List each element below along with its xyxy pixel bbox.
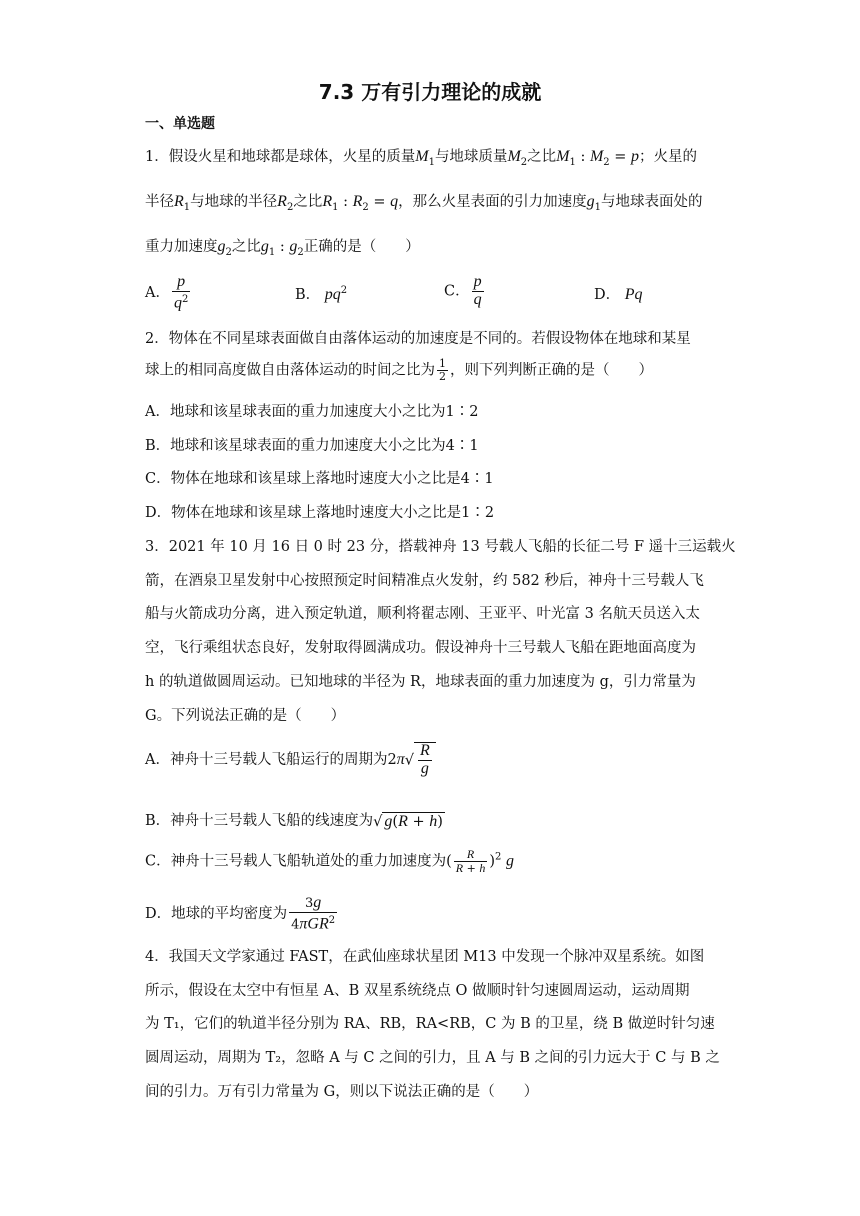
q1-line-2: 半径$R_1$与地球的半径$R_2$之比$R_1$ : $R_2 = q$，那么火星表面的引力加速度$g_1$与地球表面处的 (145, 193, 703, 213)
q2-line-1: 2．物体在不同星球表面做自由落体运动的加速度是不同的。若假设物体在地球和某星 (145, 331, 691, 347)
q3-option-c[interactable]: C．神舟十三号载人飞船轨道处的重力加速度为( $\frac{R}{R + h}$ )$^2$ g (145, 847, 514, 875)
q1-line-3: 重力加速度$g_2$之比$g_1$ : $g_2$正确的是（ ） (145, 238, 420, 258)
section-heading: 一、单选题 (145, 116, 215, 132)
q1-option-b[interactable]: B． $pq^2$ (295, 285, 348, 303)
q3-line-1: 3．2021 年 10 月 16 日 0 时 23 分，搭载神舟 13 号载人飞船的长征二号 F 遥十三运载火 (145, 539, 736, 555)
q1-option-c[interactable]: C． $\frac{p}{q}$ (444, 273, 482, 308)
q4-line-4: 圆周运动，周期为 T₂，忽略 A 与 C 之间的引力，且 A 与 B 之间的引力远大于 C 与 B 之 (145, 1050, 720, 1066)
q2-option-a[interactable]: A．地球和该星球表面的重力加速度大小之比为1∶2 (145, 404, 479, 420)
q3-line-2: 箭，在酒泉卫星发射中心按照预定时间精准点火发射，约 582 秒后，神舟十三号载人飞 (145, 573, 704, 589)
q2-option-c[interactable]: C．物体在地球和该星球上落地时速度大小之比是4∶1 (145, 471, 494, 487)
q3-line-4: 空，飞行乘组状态良好，发射取得圆满成功。假设神舟十三号载人飞船在距地面高度为 (145, 640, 696, 656)
q3-option-a[interactable]: A．神舟十三号载人飞船运行的周期为2π√ $\frac{R}{g}$ (145, 742, 436, 778)
q3-line-5: h 的轨道做圆周运动。已知地球的半径为 R，地球表面的重力加速度为 g，引力常量为 (145, 674, 696, 690)
q3-option-d[interactable]: D．地球的平均密度为 $\frac{3g}{4\pi GR^2}$ (145, 894, 336, 933)
q4-line-3: 为 T₁，它们的轨道半径分别为 RA、RB，RA<RB，C 为 B 的卫星，绕 B 做逆时针匀速 (145, 1016, 715, 1032)
q1-option-d[interactable]: D． Pq (594, 286, 643, 303)
q4-line-5: 间的引力。万有引力常量为 G，则以下说法正确的是（ ） (145, 1084, 539, 1100)
q3-line-3: 船与火箭成功分离，进入预定轨道，顺利将翟志刚、王亚平、叶光富 3 名航天员送入太 (145, 606, 700, 622)
q4-line-2: 所示，假设在太空中有恒星 A、B 双星系统绕点 O 做顺时针匀速圆周运动，运动周期 (145, 983, 690, 999)
q2-option-b[interactable]: B．地球和该星球表面的重力加速度大小之比为4∶1 (145, 438, 479, 454)
q1-option-a[interactable]: A． $\frac{p}{q^2}$ (145, 273, 189, 312)
page-title: 7.3 万有引力理论的成就 (318, 80, 542, 104)
q3-option-b[interactable]: B．神舟十三号载人飞船的线速度为√ g(R + h) (145, 812, 443, 830)
q2-option-d[interactable]: D．物体在地球和该星球上落地时速度大小之比是1∶2 (145, 505, 495, 521)
q2-line-2: 球上的相同高度做自由落体运动的时间之比为 $\frac{1}{2}$ ，则下列判断正确的是（ ） (145, 357, 653, 383)
q4-line-1: 4．我国天文学家通过 FAST，在武仙座球状星团 M13 中发现一个脉冲双星系统。如图 (145, 949, 705, 965)
q3-line-6: G。下列说法正确的是（ ） (145, 708, 346, 724)
q1-line-1: 1．假设火星和地球都是球体，火星的质量$M_1$与地球质量$M_2$之比$M_1$ : $M_2 = p$；火星的 (145, 148, 698, 168)
